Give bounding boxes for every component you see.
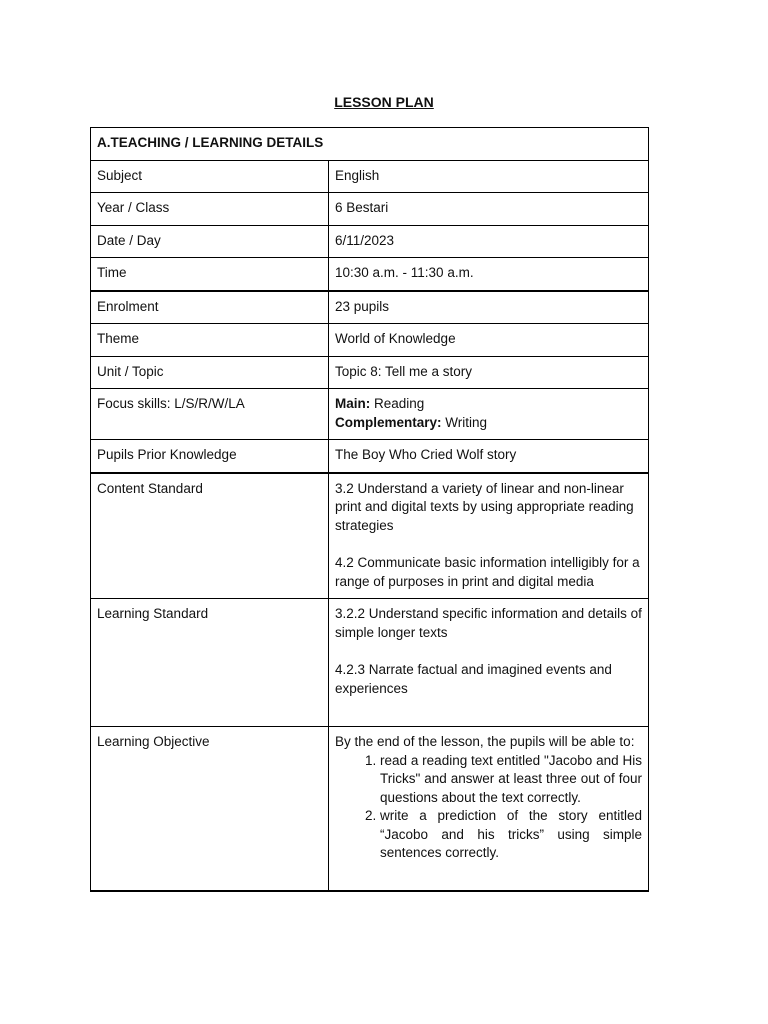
table-row-date-day — [91, 225, 649, 258]
table-row-prior-knowledge — [91, 440, 649, 473]
table-row-enrolment — [91, 291, 649, 324]
row-label: Subject — [91, 160, 329, 193]
row-label: Focus skills: L/S/R/W/LA — [91, 389, 329, 440]
row-label: Unit / Topic — [91, 356, 329, 389]
row-value: 10:30 a.m. - 11:30 a.m. — [329, 258, 649, 291]
row-value: World of Knowledge — [329, 324, 649, 357]
row-label: Learning Standard — [91, 599, 329, 727]
row-value — [329, 473, 649, 599]
table-row-content-standard — [91, 473, 649, 599]
focus-main — [335, 395, 642, 414]
row-label: Theme — [91, 324, 329, 357]
row-value: The Boy Who Cried Wolf story — [329, 440, 649, 473]
table-row-learning-standard — [91, 599, 649, 727]
table-row-time — [91, 258, 649, 291]
focus-comp-label: Complementary: — [335, 414, 442, 430]
table-row-theme — [91, 324, 649, 357]
section-header: A.TEACHING / LEARNING DETAILS — [91, 128, 649, 161]
focus-main-value: Reading — [370, 396, 425, 411]
section-header-row — [91, 128, 649, 161]
objective-item: 2. write a prediction of the story entitled “Jacobo and his tricks” using simple sentences correctly. — [380, 807, 642, 863]
row-value: 6 Bestari — [329, 193, 649, 226]
row-label: Pupils Prior Knowledge — [91, 440, 329, 473]
objective-item: 1. read a reading text entitled "Jacobo and His Tricks" and answer at least three out of four questions about the text correctly. — [380, 752, 642, 808]
content-standard-item: 3.2 Understand a variety of linear and non-linear print and digital texts by using appropriate reading strategies — [335, 480, 634, 533]
lesson-plan-table — [90, 127, 649, 892]
table-row-subject — [91, 160, 649, 193]
objective-intro: By the end of the lesson, the pupils will be able to: — [335, 734, 635, 749]
learning-standard-item: 4.2.3 Narrate factual and imagined events and experiences — [335, 662, 612, 696]
learning-standard-item: 3.2.2 Understand specific information and details of simple longer texts — [335, 606, 642, 640]
row-label: Year / Class — [91, 193, 329, 226]
document-title: LESSON PLAN — [334, 94, 434, 110]
row-value — [329, 599, 649, 727]
table-row-unit-topic — [91, 356, 649, 389]
row-label: Date / Day — [91, 225, 329, 258]
table-row-learning-objective — [91, 727, 649, 892]
focus-complementary — [335, 414, 642, 433]
objective-list — [335, 752, 642, 863]
row-value: 23 pupils — [329, 291, 649, 324]
table-row-focus-skills — [91, 389, 649, 440]
focus-main-label: Main: — [335, 396, 371, 411]
row-label: Learning Objective — [91, 727, 329, 892]
focus-comp-value: Writing — [441, 414, 488, 430]
content-standard-item: 4.2 Communicate basic information intelligibly for a range of purposes in print and digital media — [335, 555, 640, 589]
table-row-year-class — [91, 193, 649, 226]
row-value — [329, 389, 649, 440]
row-value: 6/11/2023 — [329, 225, 649, 258]
row-label: Time — [91, 258, 329, 291]
row-value: English — [329, 160, 649, 193]
row-label: Enrolment — [91, 291, 329, 324]
row-value: Topic 8: Tell me a story — [329, 356, 649, 389]
row-label: Content Standard — [91, 473, 329, 599]
row-value — [329, 727, 649, 892]
